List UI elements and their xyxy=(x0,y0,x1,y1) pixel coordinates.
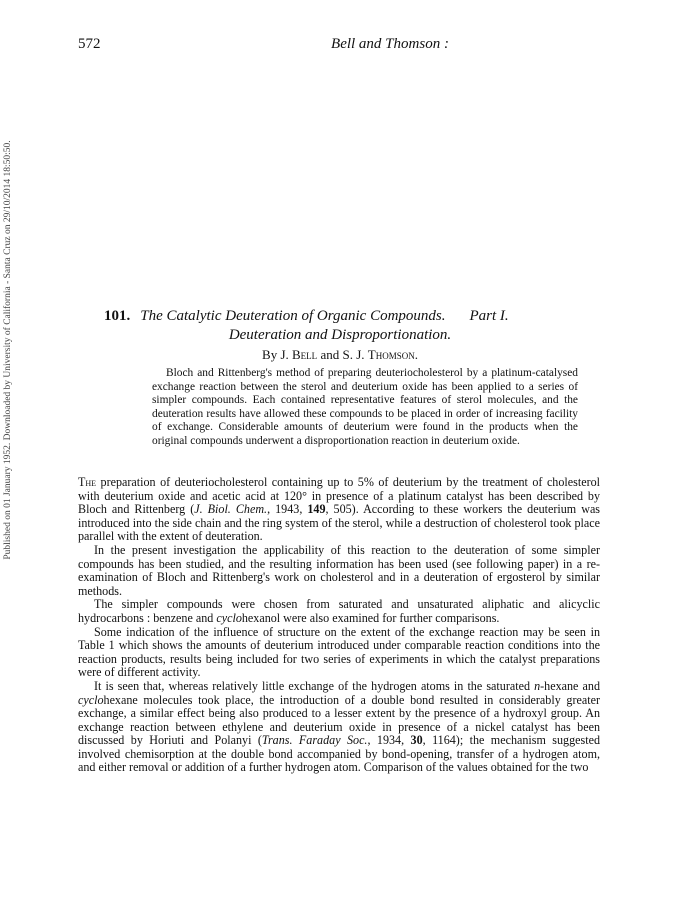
author1-name: Bell xyxy=(292,347,318,362)
paragraph-5-text-b: -hexane and xyxy=(540,678,600,693)
paragraph-1 xyxy=(78,476,600,544)
byline xyxy=(80,345,600,365)
n-prefix: n xyxy=(534,678,541,693)
page-number: 572 xyxy=(78,36,101,52)
cyclo-prefix-2: cyclo xyxy=(78,692,104,707)
article-body xyxy=(78,476,600,775)
author2-initial: S. J. xyxy=(342,347,365,362)
abstract: Bloch and Rittenberg's method of preparing deuteriocholesterol by a platinum-catalysed exchange reaction between the sterol and deuterium oxide has been applied to a series of simpler compounds. Each contained representative features of sterol molecules, and the deuteration results have allowed these compounds to be placed in order of increasing facility of exchange. Considerable amounts of deuterium were found in the products when the original compounds underwent a disproportionation reaction in deuterium oxide. xyxy=(152,367,578,447)
citation-journal: J. Biol. Chem. xyxy=(194,502,268,517)
paragraph-3-text-cont: hexanol were also examined for further comparisons. xyxy=(241,610,500,625)
article-number: 101. xyxy=(104,308,131,324)
paragraph-5-text-d: ; the mechanism suggested involved chemisorption at the double bond accompanied by bond-opening, transfer of a hydrogen atom, and either removal or addition of a further hydrogen atom. Comparison of the values obtained for the two xyxy=(78,733,600,775)
article-title-line1 xyxy=(104,306,604,326)
paragraph-1-text-cont: According to these workers the deuterium was introduced into the side chain and the ring system of the sterol, while a destruction of cholesterol took place parallel with the extent of deuteration. xyxy=(78,502,601,544)
lead-word: The xyxy=(78,475,97,489)
paragraph-4: Some indication of the influence of structure on the extent of the exchange reaction may be seen in Table 1 which shows the amounts of deuterium introduced under comparable reaction conditions into the reaction products, results being included for two series of experiments in which the catalyst preparations were of different activity. xyxy=(78,624,600,680)
paragraph-5 xyxy=(78,680,600,775)
running-head: Bell and Thomson : xyxy=(331,36,449,52)
author1-initial: J. xyxy=(280,347,289,362)
paragraph-3-text: The simpler compounds were chosen from saturated and unsaturated aliphatic and alicyclic hydrocarbons : benzene and xyxy=(78,597,600,625)
byline-and: and xyxy=(320,347,340,362)
paragraph-5-text: It is seen that, whereas relatively little exchange of the hydrogen atoms in the saturated xyxy=(94,678,535,693)
paragraph-2: In the present investigation the applicability of this reaction to the deuteration of some simpler compounds has been studied, and the resulting information has been used (see following paper) in a re-examination of Bloch and Rittenberg's work on cholesterol and in a deuteration of ergosterol by similar methods. xyxy=(78,542,600,598)
byline-by: By xyxy=(262,347,278,362)
citation-volume: 149 xyxy=(307,502,326,517)
citation-volume-2: 30 xyxy=(410,733,423,748)
author2-name: Thomson. xyxy=(367,347,418,362)
cyclo-prefix: cyclo xyxy=(216,610,242,625)
download-watermark xyxy=(2,110,14,590)
article-part: Part I. xyxy=(469,308,509,324)
paragraph-1-text: preparation of deuteriocholesterol containing up to 5% of deuterium by the treatment of cholesterol with deuterium oxide and acetic acid at 120° in presence of a platinum catalyst has been described by Bloch and Rittenberg ( xyxy=(78,475,600,517)
article-title-main: The Catalytic Deuteration of Organic Compounds. xyxy=(140,308,446,324)
article-title-line2: Deuteration and Disproportionation. xyxy=(228,327,452,343)
citation-year: , 1943, xyxy=(267,502,308,517)
paragraph-5-text-c: hexane molecules took place, the introduction of a double bond resulted in considerably greater exchange, a similar effect being also produced to a lesser extent by the presence of a hydroxyl group. An exchange reaction between ethylene and deuterium oxide in presence of a nickel catalyst has been discussed by Horiuti and Polanyi ( xyxy=(78,692,600,748)
paragraph-3 xyxy=(78,598,600,625)
citation-page-2: , 1164) xyxy=(422,733,460,748)
watermark-text: Published on 01 January 1952. Downloaded by University of California - Santa Cruz on 29/10/2014 18:50:50. xyxy=(3,140,13,560)
citation-year-2: , 1934, xyxy=(367,733,411,748)
citation-page: , 505). xyxy=(325,502,359,517)
citation-journal-2: Trans. Faraday Soc. xyxy=(261,733,368,748)
